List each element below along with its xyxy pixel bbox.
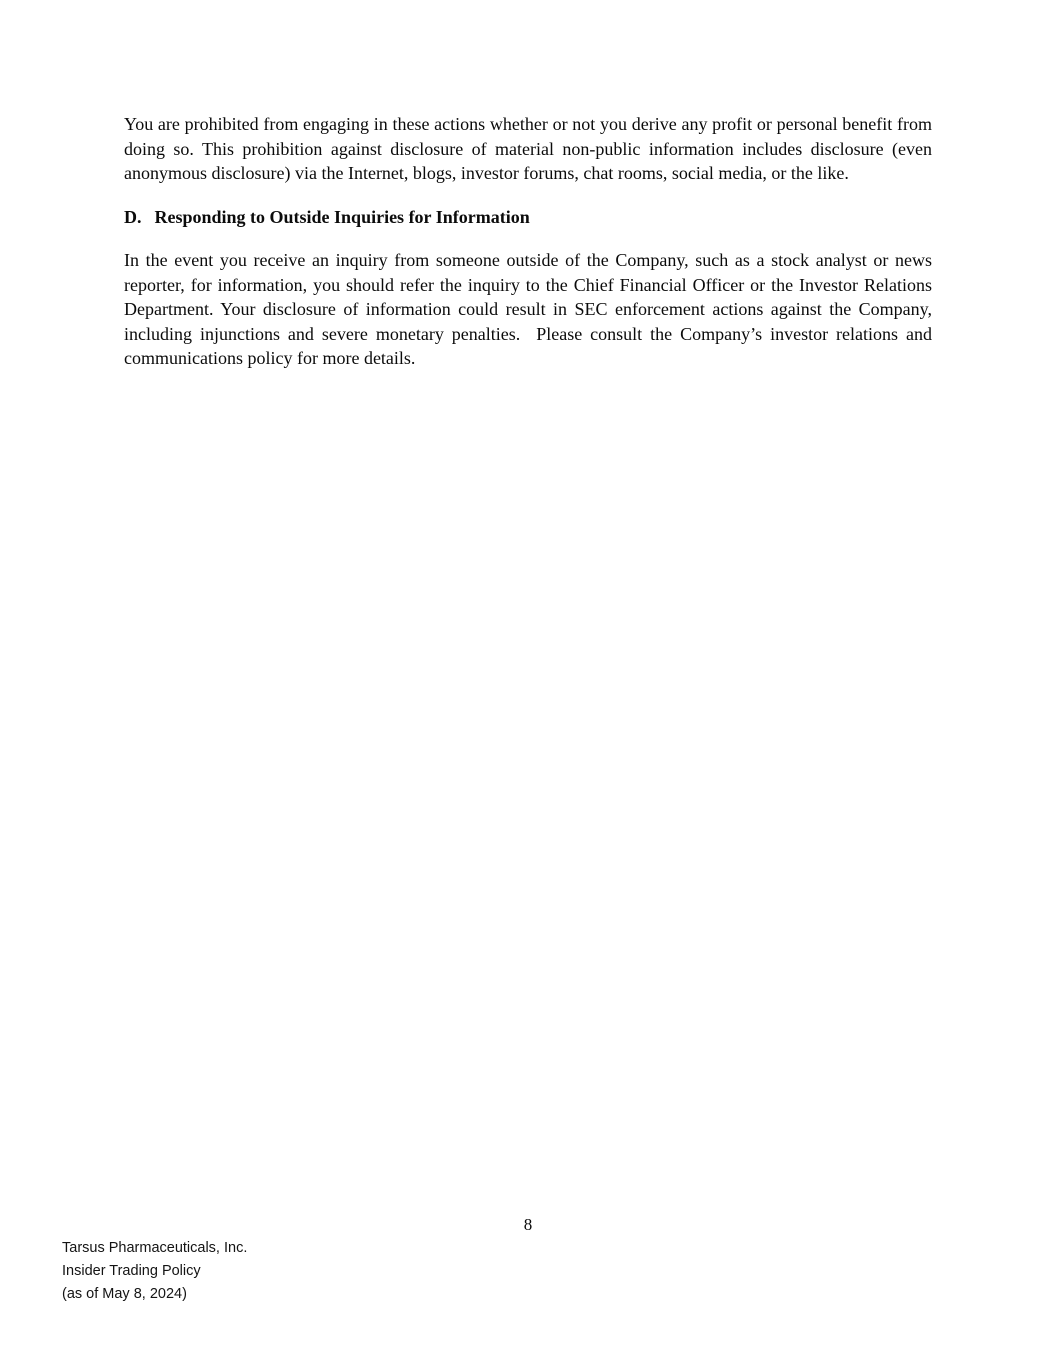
page-content bbox=[124, 112, 937, 371]
section-title: Responding to Outside Inquiries for Information bbox=[154, 206, 530, 227]
section-label: D. bbox=[124, 206, 142, 227]
footer-policy: Insider Trading Policy bbox=[62, 1263, 201, 1279]
page-footer bbox=[62, 1237, 247, 1306]
paragraph-prohibition: You are prohibited from engaging in these actions whether or not you derive any profit or personal benefit from doing so. This prohibition against disclosure of material non-public information includes disclosure (even anonymous disclosure) via the Internet, blogs, investor forums, chat rooms, social media, or the like. bbox=[124, 114, 937, 183]
footer-company: Tarsus Pharmaceuticals, Inc. bbox=[62, 1240, 248, 1256]
section-heading-d bbox=[124, 205, 932, 230]
footer-date: (as of May 8, 2024) bbox=[62, 1286, 187, 1302]
paragraph-outside-inquiries: In the event you receive an inquiry from someone outside of the Company, such as a stock analyst or news reporter, for information, you should refer the inquiry to the Chief Financial Officer or the Investor Relations Department. Your disclosure of information could result in SEC enforcement actions against the Company, including injunctions and severe monetary penalties. Please consult the Company’s investor relations and communications policy for more details. bbox=[124, 250, 937, 368]
page-number: 8 bbox=[523, 1215, 533, 1234]
